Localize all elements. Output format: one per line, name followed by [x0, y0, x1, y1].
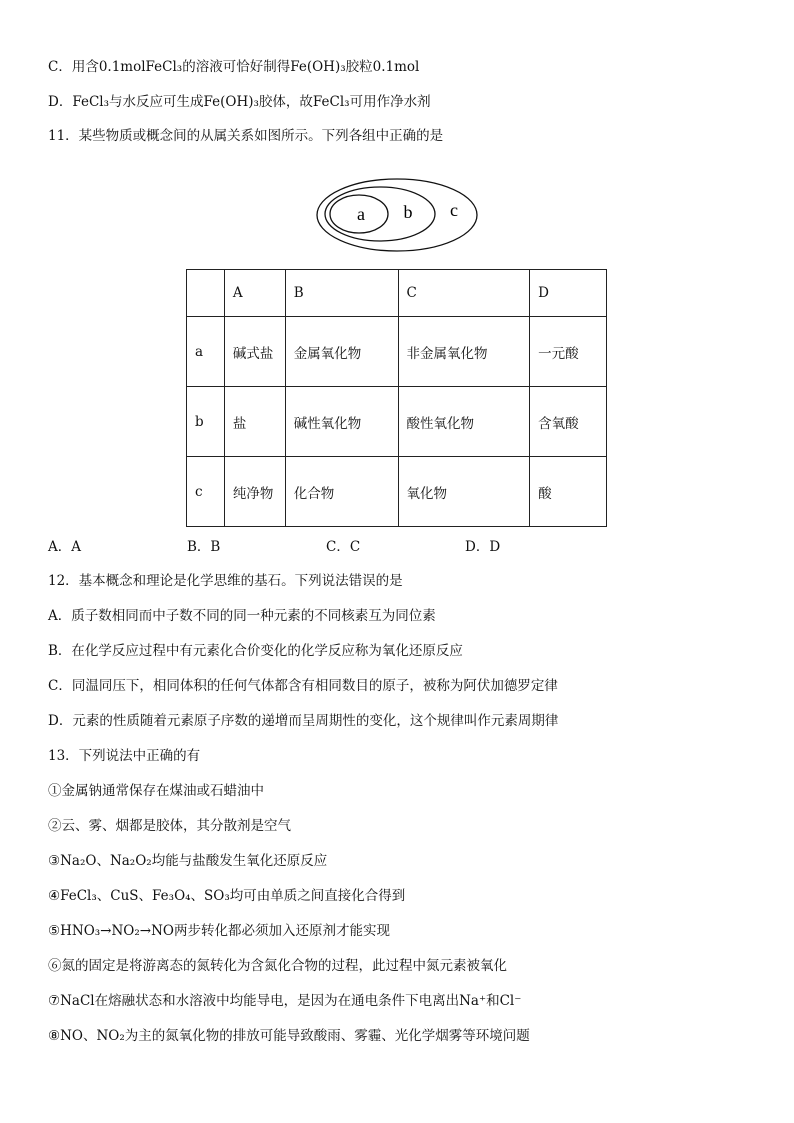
q11-stem: 11．某些物质或概念间的从属关系如图所示。下列各组中正确的是 — [48, 128, 444, 144]
table-cell: B — [285, 270, 398, 317]
table-cell: 含氧酸 — [530, 387, 607, 457]
q10-option-c: C．用含0.1molFeCl₃的溶液可恰好制得Fe(OH)₃胶粒0.1mol — [48, 59, 420, 75]
table-cell: 金属氧化物 — [285, 317, 398, 387]
q13-item-2: ②云、雾、烟都是胶体，其分散剂是空气 — [48, 818, 291, 834]
table-cell: a — [187, 317, 225, 387]
q13-stem: 13．下列说法中正确的有 — [48, 748, 201, 764]
venn-label-a: a — [357, 204, 365, 224]
q12-stem: 12．基本概念和理论是化学思维的基石。下列说法错误的是 — [48, 573, 403, 589]
q11-options-table — [186, 269, 607, 527]
venn-middle-ellipse — [325, 187, 435, 241]
q13-item-4: ④FeCl₃、CuS、Fe₃O₄、SO₃均可由单质之间直接化合得到 — [48, 888, 406, 904]
q12-option-d[interactable]: D．元素的性质随着元素原子序数的递增而呈周期性的变化，这个规律叫作元素周期律 — [48, 713, 559, 729]
table-cell: 氧化物 — [398, 457, 530, 527]
q12-option-c[interactable]: C．同温同压下，相同体积的任何气体都含有相同数目的原子，被称为阿伏加德罗定律 — [48, 678, 558, 694]
q13-item-7: ⑦NaCl在熔融状态和水溶液中均能导电，是因为在通电条件下电离出Na⁺和Cl⁻ — [48, 993, 522, 1009]
q13-item-1: ①金属钠通常保存在煤油或石蜡油中 — [48, 783, 264, 799]
table-cell: 纯净物 — [224, 457, 285, 527]
table-row — [187, 457, 607, 527]
q11-choice-c[interactable]: C．C — [326, 539, 361, 555]
q11-choice-a[interactable]: A．A — [48, 539, 81, 555]
q11-choice-b[interactable]: B．B — [187, 539, 221, 555]
q13-item-6: ⑥氮的固定是将游离态的氮转化为含氮化合物的过程，此过程中氮元素被氧化 — [48, 958, 507, 974]
table-cell: A — [224, 270, 285, 317]
table-cell: D — [530, 270, 607, 317]
table-row — [187, 387, 607, 457]
table-cell: 非金属氧化物 — [398, 317, 530, 387]
q12-option-b[interactable]: B．在化学反应过程中有元素化合价变化的化学反应称为氧化还原反应 — [48, 643, 463, 659]
table-cell: 酸 — [530, 457, 607, 527]
q12-option-a[interactable]: A．质子数相同而中子数不同的同一种元素的不同核素互为同位素 — [48, 608, 436, 624]
table-cell: b — [187, 387, 225, 457]
table-cell: 酸性氧化物 — [398, 387, 530, 457]
table-header-row — [187, 270, 607, 317]
table-cell: 化合物 — [285, 457, 398, 527]
table-cell: 盐 — [224, 387, 285, 457]
table-cell: C — [398, 270, 530, 317]
table-cell: 碱性氧化物 — [285, 387, 398, 457]
table-cell: c — [187, 457, 225, 527]
venn-diagram — [314, 178, 484, 256]
venn-label-b: b — [403, 202, 413, 222]
table-cell: 一元酸 — [530, 317, 607, 387]
table-row — [187, 317, 607, 387]
q11-choice-d[interactable]: D．D — [465, 539, 501, 555]
q10-option-d: D．FeCl₃与水反应可生成Fe(OH)₃胶体，故FeCl₃可用作净水剂 — [48, 94, 431, 110]
q13-item-3: ③Na₂O、Na₂O₂均能与盐酸发生氧化还原反应 — [48, 853, 328, 869]
table-cell — [187, 270, 225, 317]
venn-label-c: c — [450, 200, 458, 220]
q13-item-8: ⑧NO、NO₂为主的氮氧化物的排放可能导致酸雨、雾霾、光化学烟雾等环境问题 — [48, 1028, 530, 1044]
q13-item-5: ⑤HNO₃→NO₂→NO两步转化都必须加入还原剂才能实现 — [48, 923, 390, 939]
table-cell: 碱式盐 — [224, 317, 285, 387]
